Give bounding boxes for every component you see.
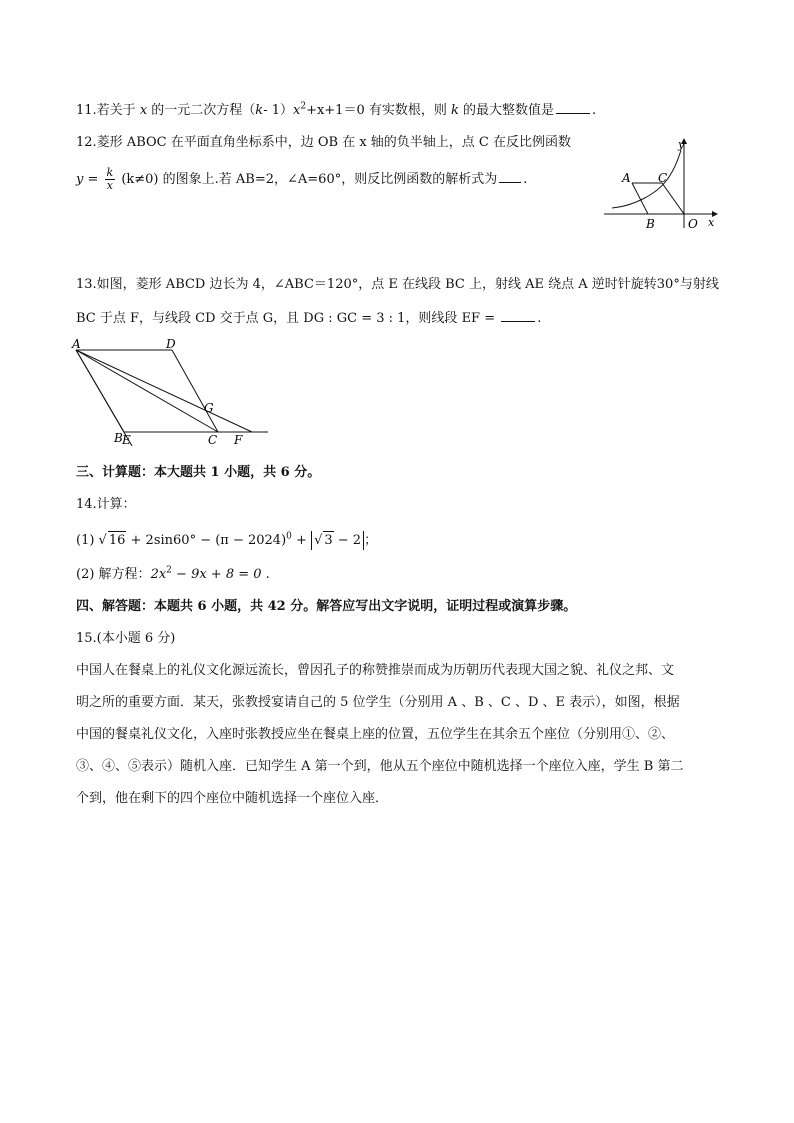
q14-p2-label: (2) 解方程： <box>76 567 151 582</box>
q12-figure <box>604 136 722 232</box>
q11-text: +x+1＝0 有实数根，则 <box>306 103 451 118</box>
question-14-part2 <box>76 566 270 584</box>
section-4-title: 四、解答题：本题共 6 小题，共 42 分。解答应写出文字说明，证明过程或演算步骤。 <box>76 599 577 614</box>
answer-blank[interactable] <box>556 101 590 114</box>
label-b: B <box>646 217 655 231</box>
question-15-line: 中国的餐桌礼仪文化，入座时张教授应坐在餐桌上座的位置，五位学生在其余五个座位（分别用①、②、 <box>76 727 675 742</box>
q14-p2-eq: − 9x + 8 = 0 . <box>171 567 270 582</box>
fraction <box>105 167 116 192</box>
q14-p1-label: (1) <box>76 533 99 548</box>
question-15-line: 中国人在餐桌上的礼仪文化源远流长，曾因孔子的称赞推崇而成为历朝历代表现大国之貌、礼仪之邦、文 <box>76 663 675 678</box>
fraction-denominator: x <box>106 179 113 192</box>
q13-figure <box>68 336 274 448</box>
absolute-value: √ 3 − 2 <box>311 531 364 550</box>
label-a: A <box>72 337 81 351</box>
ray-af <box>76 350 252 432</box>
question-15-line: ③、④、⑤表示）随机入座．已知学生 A 第一个到，他从五个座位中随机选择一个座位入座，学生 B 第二 <box>76 759 684 774</box>
question-12-line1: 12.菱形 ABOC 在平面直角坐标系中，边 OB 在 x 轴的负半轴上，点 C 在反比例函数 <box>76 135 572 150</box>
answer-blank[interactable] <box>501 309 535 322</box>
label-o: O <box>688 217 698 231</box>
sqrt-radicand: 3 <box>324 533 333 548</box>
q11-var: x <box>139 103 148 118</box>
ray-ae <box>76 350 132 446</box>
q11-var: x <box>292 103 301 118</box>
q11-text: 的一元二次方程（ <box>147 103 256 118</box>
fraction-numerator: k <box>106 166 114 179</box>
q11-exponent: 2 <box>300 101 307 112</box>
question-15-line: 明之所的重要方面．某天，张教授宴请自己的 5 位学生（分别用 A 、B 、C 、D 、E 表示），如图，根据 <box>76 695 680 710</box>
answer-blank[interactable] <box>499 170 521 183</box>
q12-y: y = <box>76 172 103 187</box>
q13-end: . <box>537 311 542 326</box>
segment-ac <box>76 350 218 432</box>
question-12-line2 <box>76 166 527 194</box>
question-15-line: 个到，他在剩下的四个座位中随机选择一个座位入座． <box>76 791 389 806</box>
q11-var: k <box>451 103 459 118</box>
label-c: C <box>658 171 668 185</box>
q12-end: . <box>523 172 528 187</box>
label-x: x <box>708 216 715 229</box>
label-f: F <box>234 433 243 447</box>
label-e: E <box>122 433 131 447</box>
q11-text: 的最大整数值是 <box>458 103 555 118</box>
q14-p2-eq: 2x <box>150 567 167 582</box>
label-c: C <box>208 433 218 447</box>
q14-p1-text: + 2sin60° − (π − 2024) <box>126 533 287 548</box>
question-14-title: 14.计算： <box>76 497 136 512</box>
question-15-title: 15.(本小题 6 分) <box>76 631 176 646</box>
label-y: y <box>678 138 685 151</box>
label-d: D <box>166 337 176 351</box>
q14-p1-text: − 2 <box>333 533 362 548</box>
question-13-line1: 13.如图，菱形 ABCD 边长为 4，∠ABC＝120°，点 E 在线段 BC 上，射线 AE 绕点 A 逆时针旋转30°与射线 <box>76 277 719 292</box>
question-11 <box>76 101 596 120</box>
sqrt-radicand: 16 <box>108 533 126 548</box>
section-3-title: 三、计算题：本大题共 1 小题，共 6 分。 <box>76 465 321 480</box>
rhombus-abo-c <box>632 183 684 214</box>
side-dc <box>172 350 218 432</box>
q12-text: (k≠0) 的图象上.若 AB=2，∠A=60°，则反比例函数的解析式为 <box>117 172 498 187</box>
label-g: G <box>204 401 214 415</box>
q11-text: - 1） <box>263 103 293 118</box>
question-13-line2 <box>76 309 541 328</box>
q14-p1-end: ； <box>364 533 378 548</box>
question-14-part1: (1) √ $16 + 2\sin 60^\circ - (\pi - 2024)^0$ + √ 3 − 2 ； <box>76 531 378 548</box>
q14-exponent: 2 <box>166 565 172 576</box>
q11-text: 11.若关于 <box>76 103 140 118</box>
label-b: B <box>114 431 123 445</box>
q14-p1-text: + <box>291 533 312 548</box>
q14-exponent: 0 <box>286 531 292 542</box>
q13-text: BC 于点 F，与线段 CD 交于点 G，且 DG : GC = 3 : 1，则线段 EF = <box>76 311 500 326</box>
q11-end: . <box>592 103 597 118</box>
q11-var: k <box>255 103 264 118</box>
label-a: A <box>622 171 631 185</box>
